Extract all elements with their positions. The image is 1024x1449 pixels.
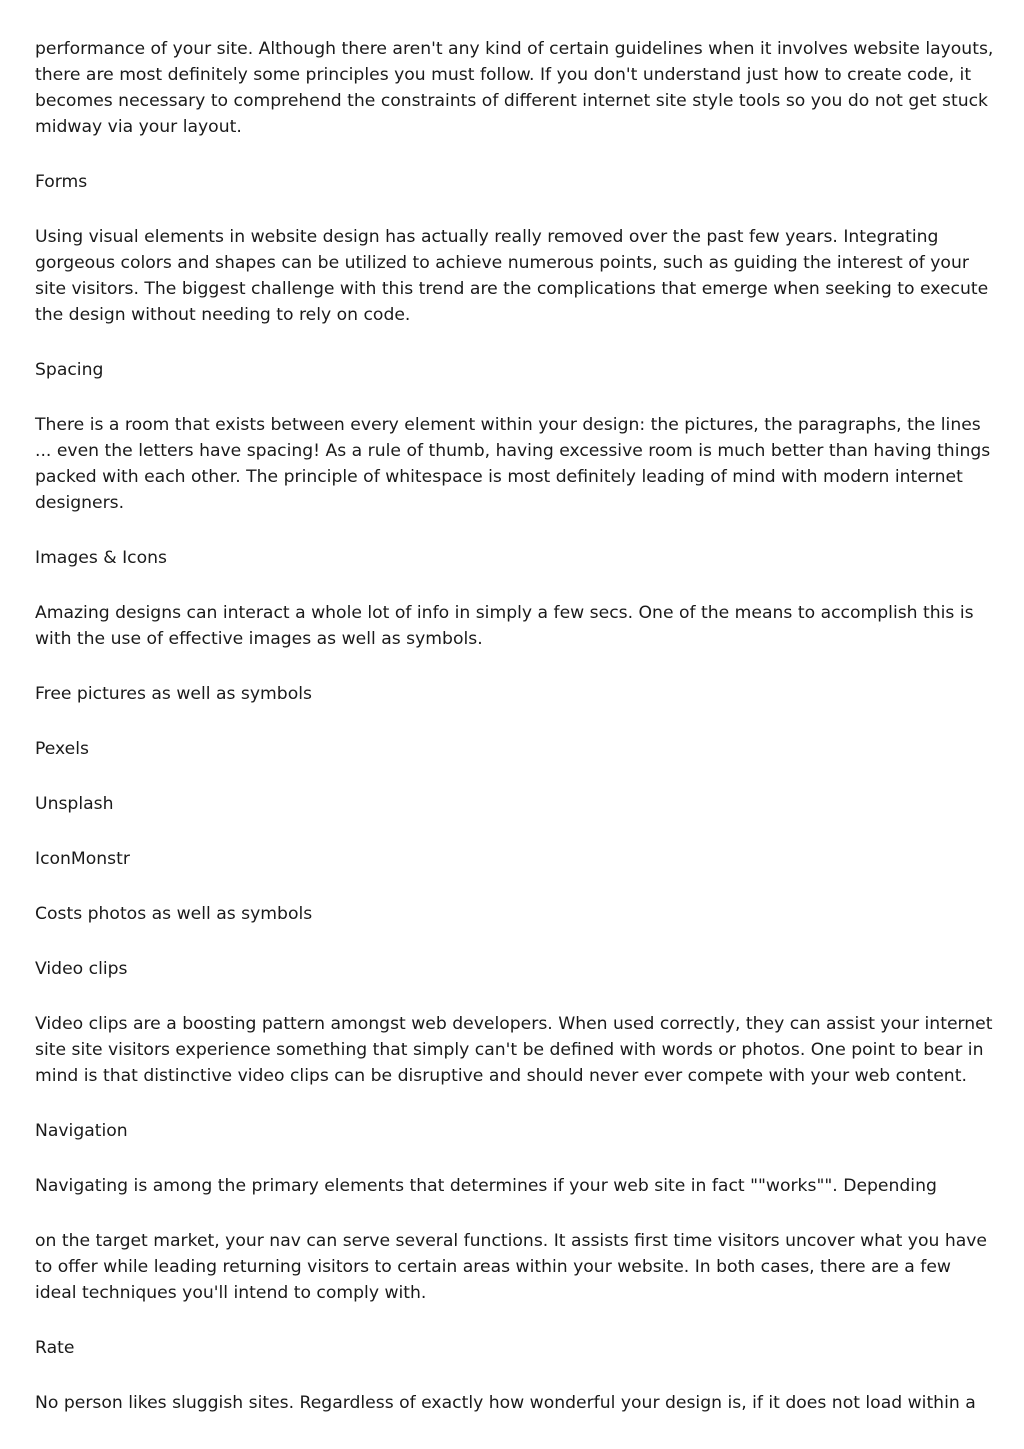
- heading-rate: Rate: [35, 1338, 75, 1358]
- heading-navigation: Navigation: [35, 1121, 128, 1141]
- paragraph-navigation-2: on the target market, your nav can serve several functions. It assists first time visitors uncover what you have to offer while leading returning visitors to certain areas within your website. In both cases, there are a few ideal techniques you'll intend to comply with.: [35, 1231, 987, 1303]
- list-item-pexels: Pexels: [35, 739, 89, 759]
- list-item-unsplash: Unsplash: [35, 794, 114, 814]
- list-item-costs-photos: Costs photos as well as symbols: [35, 904, 313, 924]
- paragraph-video-clips: Video clips are a boosting pattern amongst web developers. When used correctly, they can assist your internet site site visitors experience something that simply can't be defined with words or photos. One point to bear in mind is that distinctive video clips can be disruptive and should never ever compete with your web content.: [35, 1014, 993, 1086]
- document-page: [35, 36, 995, 1445]
- paragraph-navigation-1: Navigating is among the primary elements that determines if your web site in fact ""works"". Depending: [35, 1176, 937, 1196]
- heading-video-clips: Video clips: [35, 959, 128, 979]
- paragraph-forms: Using visual elements in website design has actually really removed over the past few years. Integrating gorgeous colors and shapes can be utilized to achieve numerous points, such as guiding the interest of your site visitors. The biggest challenge with this trend are the complications that emerge when seeking to execute the design without needing to rely on code.: [35, 227, 989, 325]
- paragraph-spacing: There is a room that exists between every element within your design: the pictures, the paragraphs, the lines ... even the letters have spacing! As a rule of thumb, having excessive room is much better than having things packed with each other. The principle of whitespace is most definitely leading of mind with modern internet designers.: [35, 415, 991, 513]
- list-item-iconmonstr: IconMonstr: [35, 849, 130, 869]
- heading-images-icons: Images & Icons: [35, 548, 167, 568]
- list-item-free-pictures: Free pictures as well as symbols: [35, 684, 312, 704]
- paragraph-rate: No person likes sluggish sites. Regardless of exactly how wonderful your design is, if it does not load within a: [35, 1393, 976, 1413]
- paragraph-performance: performance of your site. Although there aren't any kind of certain guidelines when it involves website layouts, there are most definitely some principles you must follow. If you don't understand just how to create code, it becomes necessary to comprehend the constraints of different internet site style tools so you do not get stuck midway via your layout.: [35, 39, 994, 137]
- heading-spacing: Spacing: [35, 360, 104, 380]
- heading-forms: Forms: [35, 172, 88, 192]
- paragraph-images-icons: Amazing designs can interact a whole lot of info in simply a few secs. One of the means to accomplish this is with the use of effective images as well as symbols.: [35, 603, 974, 649]
